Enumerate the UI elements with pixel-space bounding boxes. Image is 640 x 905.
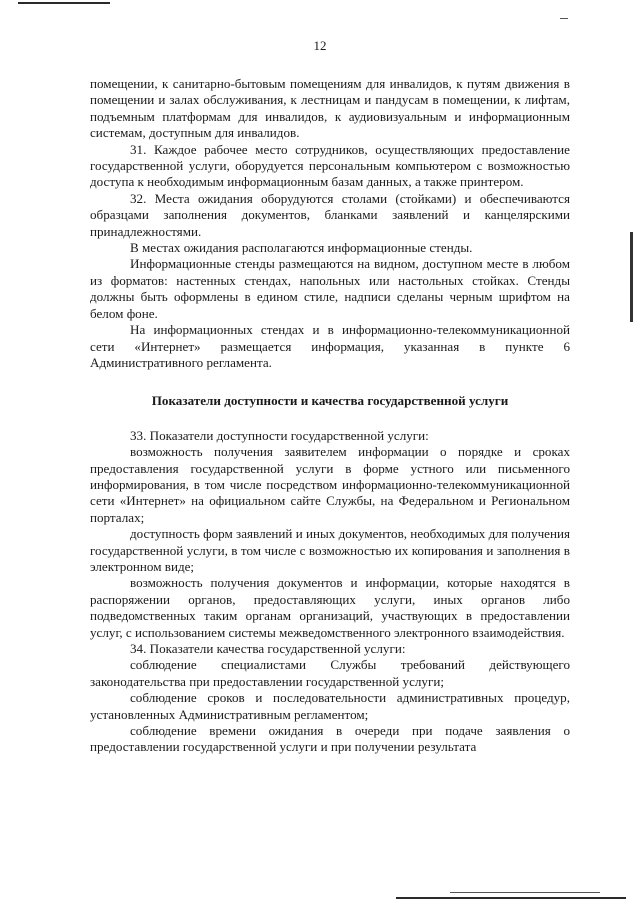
scan-artifact-top-line bbox=[18, 2, 110, 4]
scan-artifact-top-dot bbox=[560, 18, 568, 19]
paragraphs-before-heading bbox=[90, 76, 570, 371]
paragraph: В местах ожидания располагаются информационные стенды. bbox=[130, 240, 473, 256]
paragraph: 31. Каждое рабочее место сотрудников, осуществляющих предоставление государственной услуги, оборудуется персональным компьютером с возможностью доступа к необходимым информационным базам данных, а также принтером. bbox=[90, 141, 570, 190]
paragraph: доступность форм заявлений и иных документов, необходимых для получения государственной услуги, в том числе с возможностью их копирования и заполнения в электронном виде; bbox=[90, 526, 571, 574]
paragraph: соблюдение специалистами Службы требований действующего законодательства при предоставлении государственной услуги; bbox=[90, 657, 570, 689]
scan-artifact-bottom-line-thin bbox=[450, 892, 600, 893]
paragraph: На информационных стендах и в информационно-телекоммуникационной сети «Интернет» размещается информация, указанная в пункте 6 Административного регламента. bbox=[90, 322, 570, 370]
scan-artifact-margin-mark bbox=[630, 232, 633, 322]
paragraphs-after-heading bbox=[90, 428, 570, 756]
paragraph: 34. Показатели качества государственной услуги: bbox=[130, 641, 406, 656]
paragraph: возможность получения заявителем информации о порядке и сроках предоставления государственной услуги в форме устного или письменного информирования, в том числе посредством информационно-телекоммуникационной сети «Интернет» на официальном сайте Службы, на Федеральном и Региональном порталах; bbox=[90, 444, 570, 525]
page-number: 12 bbox=[313, 38, 327, 53]
paragraph: возможность получения документов и информации, которые находятся в распоряжении органов, предоставляющих услуги, иных органов либо подведомственных таким органам организаций, участвующих в предоставлении услуг, с использованием системы межведомственного электронного взаимодействия. bbox=[90, 575, 570, 640]
paragraph: соблюдение сроков и последовательности административных процедур, установленных Административным регламентом; bbox=[90, 690, 570, 722]
paragraph: помещении, к санитарно-бытовым помещениям для инвалидов, к путям движения в помещении и залах обслуживания, к лестницам и пандусам в помещении, к лифтам, подъемным платформам для инвалидов, к аудиовизуальным и информационным системам, доступным для инвалидов. bbox=[90, 76, 570, 141]
scan-artifact-bottom-line bbox=[396, 897, 626, 899]
paragraph: соблюдение времени ожидания в очереди при подаче заявления о предоставлении государственной услуги и при получении результата bbox=[90, 723, 570, 755]
paragraph: 33. Показатели доступности государственной услуги: bbox=[130, 427, 429, 443]
document-body bbox=[90, 76, 570, 756]
paragraph: 32. Места ожидания оборудуются столами (стойками) и обеспечиваются образцами заполнения документов, бланками заявлений и канцелярскими принадлежностями. bbox=[90, 190, 570, 239]
paragraph: Информационные стенды размещаются на видном, доступном месте в любом из форматов: настенных стендах, напольных или настольных стойках. Стенды должны быть оформлены в едином стиле, надписи сделаны черным шрифтом на белом фоне. bbox=[90, 256, 570, 321]
section-heading: Показатели доступности и качества государственной услуги bbox=[151, 393, 509, 409]
